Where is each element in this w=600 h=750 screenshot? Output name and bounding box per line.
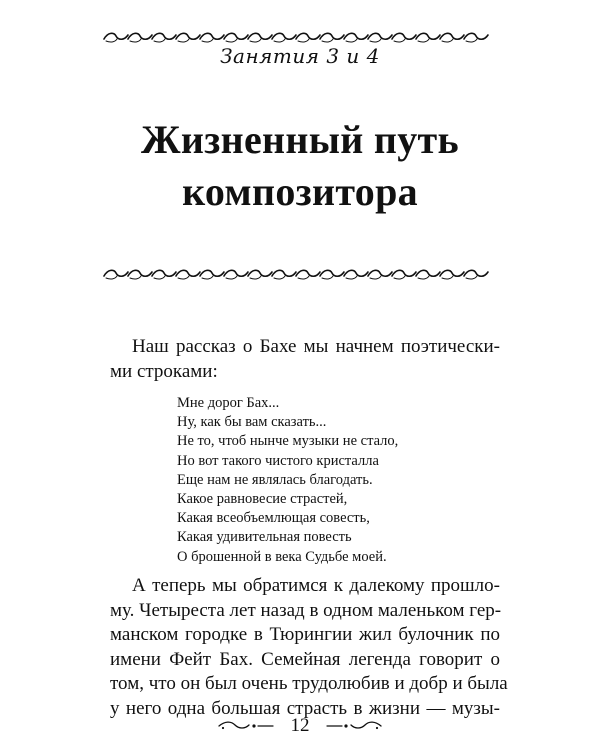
left-flourish-icon: [217, 717, 275, 736]
poem-line: Но вот такого чистого кристалла: [177, 452, 379, 469]
right-flourish-icon: [325, 717, 383, 736]
poem-line: О брошенной в века Судьбе моей.: [177, 548, 387, 565]
poem-line: Мне дорог Бах...: [177, 395, 280, 411]
poem-line: Не то, чтоб нынче музыки не стало,: [177, 433, 399, 450]
intro-paragraph: [110, 335, 500, 384]
poem-line: Еще нам не являлась благодать.: [177, 471, 373, 488]
poem-line: Ну, как бы вам сказать...: [177, 414, 327, 431]
chapter-title: [0, 114, 600, 218]
chapter-title-line-1: Жизненный путь: [141, 117, 459, 162]
body-line: му. Четыреста лет назад в одном маленьком гер-: [110, 599, 502, 621]
poem-block: [177, 394, 398, 567]
body-paragraph: [110, 574, 508, 721]
page-footer: [0, 715, 600, 739]
body-line: А теперь мы обратимся к далекому прошло-: [132, 575, 500, 596]
poem-line: Какая всеобъемлющая совесть,: [177, 510, 370, 527]
poem-line: Какое равновесие страстей,: [177, 491, 348, 508]
body-line: том, что он был очень трудолюбив и добр и была: [110, 673, 508, 694]
lesson-label: Занятия 3 и 4: [220, 44, 380, 68]
page-number: 12: [290, 715, 310, 736]
intro-line: ми строками:: [110, 360, 218, 382]
body-line: имени Фейт Бах. Семейная легенда говорит о: [110, 648, 500, 670]
scroll-ornament-icon: [103, 30, 493, 44]
scroll-ornament-icon: [103, 267, 493, 281]
poem-line: Какая удивительная повесть: [177, 529, 352, 546]
body-line: у него одна большая страсть в жизни — музы-: [110, 697, 500, 719]
body-line: манском городке в Тюрингии жил булочник по: [110, 624, 500, 645]
top-ornament-divider: [103, 30, 493, 44]
chapter-title-line-2: композитора: [182, 169, 418, 214]
intro-line: Наш рассказ о Бахе мы начнем поэтически-: [132, 336, 500, 357]
bottom-ornament-divider: [103, 267, 493, 281]
